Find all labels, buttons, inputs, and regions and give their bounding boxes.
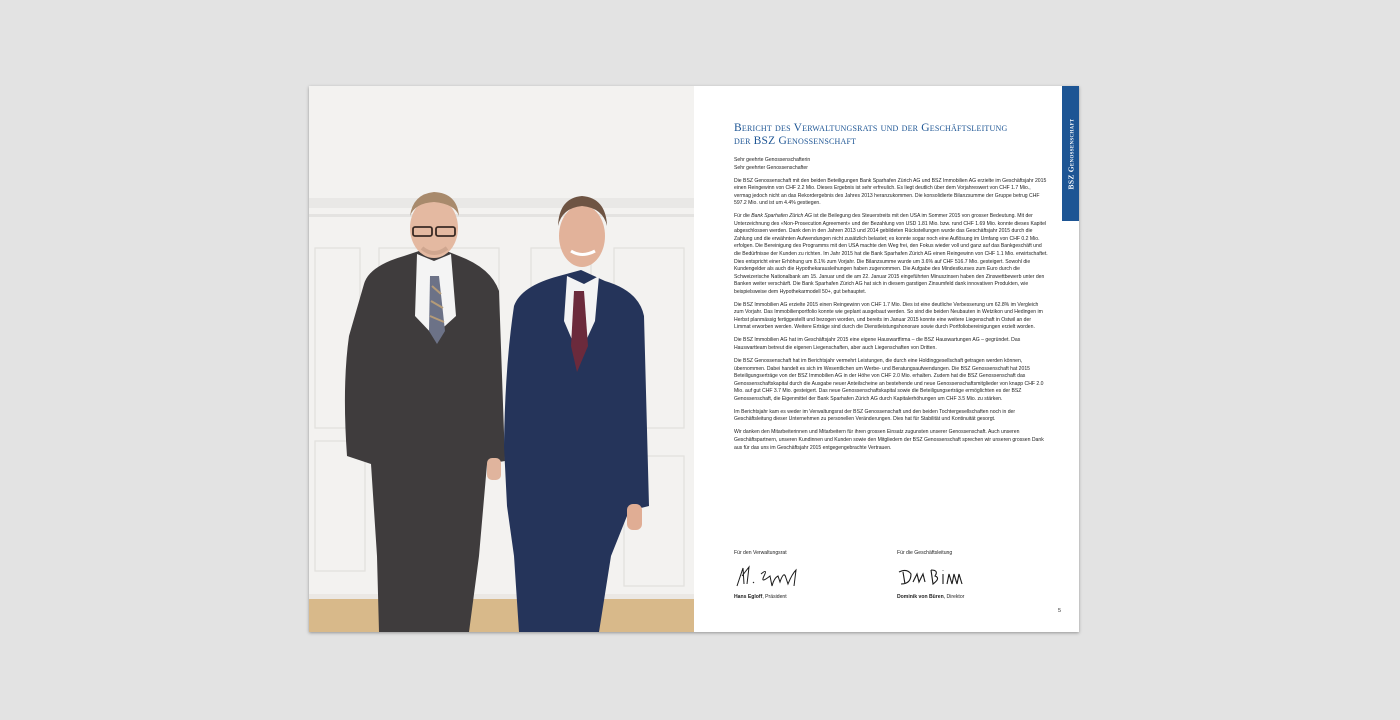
signatory-name: Dominik von Büren, Direktor [897,594,965,600]
company-name-italic: Bank Sparhafen Zürich AG [751,213,812,220]
signature-caption: Für den Verwaltungsrat [734,550,787,556]
salutation-line: Sehr geehrte Genossenschafterin [734,157,811,163]
paragraph: Im Berichtsjahr kam es weder im Verwaltungsrat der BSZ Genossenschaft und den beiden Tochtergesellschaften noch in der Geschäftsleitung dieser Unternehmen zu personellen Veränderungen. Dies hat für Stabilität und Kontinuität gesorgt. [734,408,1016,423]
report-page [694,86,1079,632]
section-tab-label: BSZ Genossenschaft [1066,118,1075,190]
signature-image-dominik-von-bueren [897,564,967,590]
signature-image-hans-egloff [734,564,804,590]
signature-management [897,550,1047,600]
paragraph-text: ist die Beilegung des Steuerstreits mit den USA im Sommer 2015 von grosser Bedeutung. Mit der Unterzeichnung des «Non-Prosecution Agreement» und der Bezahlung von USD 1.81 Mio. bzw. rund CHF 1.69 Mio. konnte dieses Kapitel abgeschlossen werden. Dank den in den Jahren 2013 und 2014 gebildeten Rückstellungen wurde das Geschäftsjahr 2015 durch die Zahlung und die erwähnten Aufwendungen nicht zusätzlich belastet; es konnte sogar noch eine Auflösung im Umfang von CHF 0.2 Mio. erfolgen. Die Bereinigung des Programms mit den USA machte den Weg frei, den Fokus wieder voll und ganz auf das Bankgeschäft und die Bedürfnisse der Kunden zu richten. Im Jahr 2015 hat die Bank Sparhafen Zürich AG einen Reingewinn von CHF 1.1 Mio. erwirtschaftet. Dies entspricht einer Erhöhung um 8.1% zum Vorjahr. Die Bilanzsumme wurde um 3.6% auf CHF 516.7 Mio. gesteigert. Sowohl die Kundengelder als auch die Hypothekarausleihungen haben zugenommen. Die Aufgabe des Mindestkurses zum Euro durch die Schweizerische Nationalbank am 15. Januar und die am 22. Januar 2015 eingeführten Minuszinsen haben den Zinswettbewerb unter den Banken weiter verschärft. Die Bank Sparhafen Zürich AG hat sich in diesem garstigen Zinsumfeld dank innovativen Produkten, wie beispielsweise dem Hypothekarmodell 50+, gut behauptet. [734,213,1048,295]
brochure-spread [309,86,1079,632]
paragraph: Die BSZ Genossenschaft mit den beiden Beteiligungen Bank Sparhafen Zürich AG und BSZ Immobilien AG erzielte im Geschäftsjahr 2015 einen Reingewinn von CHF 2.2 Mio. Dieses Ergebnis ist sehr erfreulich. Es liegt deutlich über dem Vorjahreswert von CHF 1.7 Mio., vermag jedoch nicht an das Rekordergebnis des Jahres 2013 heranzukommen. Die konsolidierte Bilanzsumme der Gruppe betrug CHF 597.2 Mio. und ist um 4.4% gestiegen. [734,177,1047,207]
signatory-name: Hans Egloff, Präsident [734,594,787,600]
salutation [734,157,1048,172]
page-number: 5 [1057,608,1061,614]
two-men-portrait [309,86,694,632]
section-tab [1062,86,1079,221]
salutation-line: Sehr geehrter Genossenschafter [734,164,808,171]
report-title [734,122,1034,148]
title-line-1: Bericht des Verwaltungsrats und der Geschäftsleitung [734,122,1008,134]
signature-board [734,550,884,600]
portrait-photo [309,86,694,632]
paragraph: Die BSZ Genossenschaft hat im Berichtsjahr vermehrt Leistungen, die durch eine Holdinggesellschaft getragen werden können, übernommen. Dabei handelt es sich im Wesentlichen um Werbe- und Beratungsaufwendungen. Die BSZ Genossenschaft hat 2015 Beteiligungserträge von der BSZ Immobilien AG in der Höhe von CHF 2.0 Mio. erhalten. Zudem hat die BSZ Genossenschaft das Genossenschaftskapital durch die Ausgabe neuer Anteilscheine an bestehende und neue Genossenschaftsmitglieder von knapp CHF 2.0 Mio. auf gut CHF 3.7 Mio. gesteigert. Das neue Genossenschaftskapital sowie die Beteiligungserträge ermöglichten es der BSZ Genossenschaft, die Eigenmittel der Bank Sparhafen Zürich AG durch Kapitalerhöhungen um CHF 3.5 Mio. zu stärken. [734,358,1044,402]
paragraph: Die BSZ Immobilien AG hat im Geschäftsjahr 2015 eine eigene Hauswartfirma – die BSZ Hauswartungen AG – gegründet. Das Hauswartteam betreut die eigenen Liegenschaften, aber auch Liegenschaften von Dritten. [734,337,1021,352]
paragraph: Wir danken den Mitarbeiterinnen und Mitarbeitern für ihren grossen Einsatz zugunsten unserer Genossenschaft. Auch unseren Geschäftspartnern, unseren Kundinnen und Kunden sowie den Mitgliedern der BSZ Genossenschaft sprechen wir unseren grossen Dank aus für das uns im Geschäftsjahr 2015 entgegengebrachte Vertrauen. [734,429,1044,451]
letter-body [734,157,1048,458]
signature-caption: Für die Geschäftsleitung [897,550,953,556]
title-line-2: der BSZ Genossenschaft [734,135,857,147]
paragraph [734,213,1048,296]
paragraph-lead: Für die [734,213,752,220]
paragraph: Die BSZ Immobilien AG erzielte 2015 einen Reingewinn von CHF 1.7 Mio. Dies ist eine deutliche Verbesserung um 62.8% im Vergleich zum Vorjahr. Das Immobilienportfolio konnte wie geplant ausgebaut werden. So sind die beiden Neubauten in Wetzikon und Hedingen im Herbst planmässig fertiggestellt und bezogen worden, und bereits im Januar 2015 konnte eine weitere Liegenschaft in Ostwil an der Limmat erworben werden. Weitere Erträge sind durch die Dienstleistungshonorare sowie durch Portfoliobereinigungen erzielt worden. [734,301,1043,331]
